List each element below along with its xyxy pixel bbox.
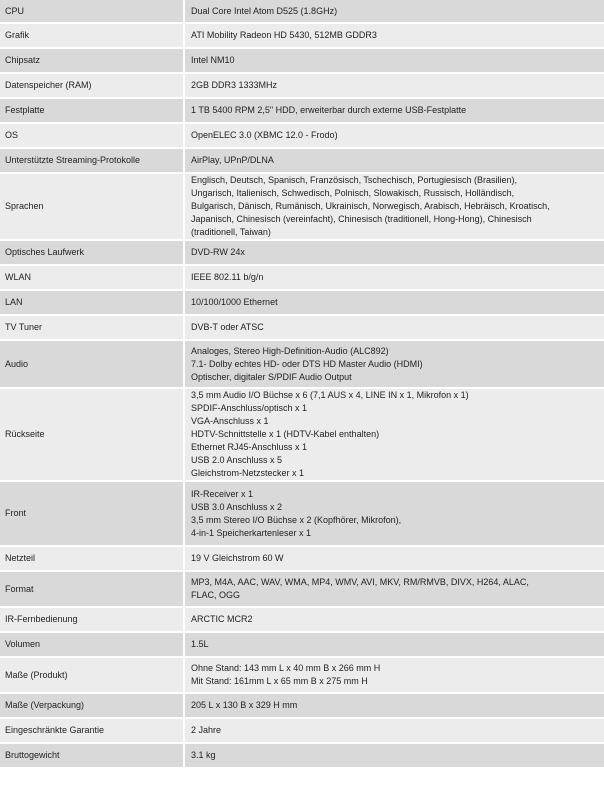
spec-label: IR-Fernbedienung [0,608,185,633]
spec-value-line: ATI Mobility Radeon HD 5430, 512MB GDDR3 [191,30,377,40]
spec-value-line: VGA-Anschluss x 1 [191,416,269,426]
spec-value-line: Dual Core Intel Atom D525 (1.8GHz) [191,5,338,16]
spec-label: Bruttogewicht [0,744,185,769]
spec-value-line: DVD-RW 24x [191,247,245,257]
spec-value-line: FLAC, OGG [191,590,241,600]
spec-value-line: Ungarisch, Italienisch, Schwedisch, Polnisch, Slowakisch, Russisch, Holländisch, [191,188,515,198]
spec-value-line: Ethernet RJ45-Anschluss x 1 [191,442,308,452]
spec-value [185,658,604,694]
spec-label: Volumen [0,633,185,658]
spec-row [0,74,604,99]
spec-row [0,572,604,608]
spec-value-line: 19 V Gleichstrom 60 W [191,553,284,563]
spec-label: LAN [0,291,185,316]
spec-label: Maße (Produkt) [0,658,185,694]
spec-row [0,744,604,769]
spec-value-line: 7.1- Dolby echtes HD- oder DTS HD Master Audio (HDMI) [191,358,423,369]
spec-value [185,49,604,74]
spec-row [0,633,604,658]
spec-value-line: 3,5 mm Audio I/O Büchse x 6 (7,1 AUS x 4, LINE IN x 1, Mikrofon x 1) [191,390,469,400]
spec-row [0,174,604,241]
spec-value-line: HDTV-Schnittstelle x 1 (HDTV-Kabel enthalten) [191,429,380,439]
spec-value-line: ARCTIC MCR2 [191,614,253,624]
spec-row [0,99,604,124]
spec-value-line: Mit Stand: 161mm L x 65 mm B x 275 mm H [191,676,368,686]
spec-value [185,241,604,266]
spec-value [185,174,604,241]
spec-label: Festplatte [0,99,185,124]
spec-row [0,482,604,547]
spec-label: Front [0,482,185,547]
spec-value-line: Ohne Stand: 143 mm L x 40 mm B x 266 mm H [191,663,381,673]
spec-row [0,149,604,174]
spec-row [0,49,604,74]
spec-value-line: Englisch, Deutsch, Spanisch, Französisch, Tschechisch, Portugiesisch (Brasilien), [191,175,517,185]
spec-row [0,291,604,316]
spec-value [185,291,604,316]
spec-value-line: 10/100/1000 Ethernet [191,297,278,307]
spec-row [0,266,604,291]
spec-value-line: 205 L x 130 B x 329 H mm [191,700,298,710]
spec-label: OS [0,124,185,149]
spec-value [185,694,604,719]
spec-label: CPU [0,0,185,24]
spec-value [185,24,604,49]
spec-value-line: SPDIF-Anschluss/optisch x 1 [191,403,308,413]
spec-label: Format [0,572,185,608]
spec-value [185,124,604,149]
spec-value-line: 3.1 kg [191,750,216,760]
spec-value [185,572,604,608]
spec-label: Sprachen [0,174,185,241]
spec-value [185,633,604,658]
spec-value [185,482,604,547]
spec-label: Rückseite [0,389,185,482]
spec-value-line: USB 2.0 Anschluss x 5 [191,455,283,465]
spec-value-line: OpenELEC 3.0 (XBMC 12.0 - Frodo) [191,130,338,140]
spec-row [0,389,604,482]
spec-value [185,316,604,341]
spec-value-line: 2 Jahre [191,725,222,735]
spec-label: Datenspeicher (RAM) [0,74,185,99]
spec-value [185,0,604,24]
spec-label: Netzteil [0,547,185,572]
spec-value [185,74,604,99]
spec-value [185,266,604,291]
spec-label: Audio [0,341,185,389]
spec-label: WLAN [0,266,185,291]
spec-value [185,341,604,389]
spec-row [0,124,604,149]
spec-row [0,719,604,744]
spec-value [185,149,604,174]
spec-row [0,694,604,719]
spec-value-line: 3,5 mm Stereo I/O Büchse x 2 (Kopfhörer, Mikrofon), [191,514,402,525]
spec-row [0,0,604,24]
spec-value-line: (traditionell, Taiwan) [191,227,271,237]
spec-row [0,24,604,49]
spec-row [0,241,604,266]
spec-value-line: Bulgarisch, Dänisch, Rumänisch, Ukrainisch, Norwegisch, Arabisch, Hebräisch, Kroatisch, [191,201,550,211]
spec-row [0,316,604,341]
spec-value-line: 2GB DDR3 1333MHz [191,80,278,90]
spec-label: Eingeschränkte Garantie [0,719,185,744]
spec-row [0,658,604,694]
spec-label: Grafik [0,24,185,49]
spec-value-line: Gleichstrom-Netzstecker x 1 [191,468,305,478]
spec-label: Chipsatz [0,49,185,74]
spec-label: Optisches Laufwerk [0,241,185,266]
spec-label: TV Tuner [0,316,185,341]
spec-value-line: Japanisch, Chinesisch (vereinfacht), Chinesisch (traditionell, Hong-Hong), Chinesisch [191,214,532,224]
spec-value-line: DVB-T oder ATSC [191,322,264,332]
spec-value-line: Intel NM10 [191,55,235,65]
spec-value-line: 1 TB 5400 RPM 2,5" HDD, erweiterbar durch externe USB-Festplatte [191,105,467,115]
spec-value-line: 4-in-1 Speicherkartenleser x 1 [191,527,312,538]
spec-value-line: AirPlay, UPnP/DLNA [191,155,274,165]
spec-value [185,608,604,633]
spec-value-line: Optischer, digitaler S/PDIF Audio Output [191,371,352,382]
spec-value-line: USB 3.0 Anschluss x 2 [191,501,283,512]
spec-value [185,719,604,744]
spec-row [0,608,604,633]
spec-row [0,341,604,389]
spec-value-line: IEEE 802.11 b/g/n [191,272,264,282]
spec-value [185,547,604,572]
spec-value-line: Analoges, Stereo High-Definition-Audio (ALC892) [191,345,389,356]
spec-label: Unterstützte Streaming-Protokolle [0,149,185,174]
spec-label: Maße (Verpackung) [0,694,185,719]
spec-value [185,389,604,482]
spec-value-line: IR-Receiver x 1 [191,488,254,499]
spec-value-line: MP3, M4A, AAC, WAV, WMA, MP4, WMV, AVI, MKV, RM/RMVB, DIVX, H264, ALAC, [191,577,529,587]
spec-value-line: 1.5L [191,639,209,649]
spec-row [0,547,604,572]
spec-value [185,744,604,769]
spec-value [185,99,604,124]
